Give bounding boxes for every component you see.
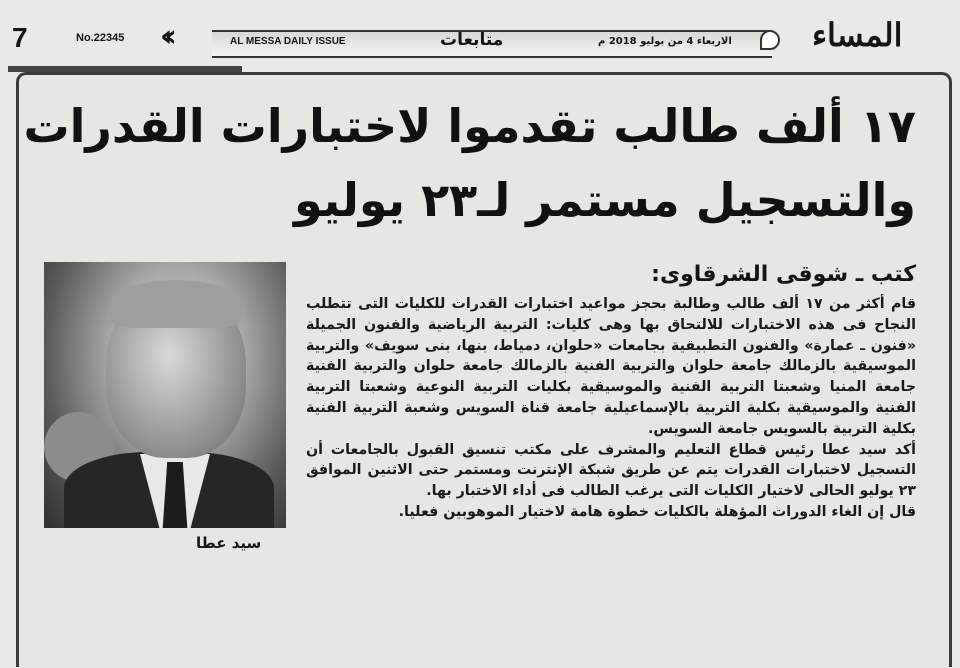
speech-bubble-icon [760, 30, 780, 50]
newspaper-logo: المساء [812, 16, 903, 54]
page-header [0, 8, 960, 64]
page-number: 7 [12, 22, 27, 53]
photo-caption: سيد عطا [196, 534, 262, 552]
headline-line-2: والتسجيل مستمر لـ٢٣ يوليو [294, 173, 916, 227]
paragraph: أكد سيد عطا رئيس قطاع التعليم والمشرف على مكتب تنسيق القبول بالجامعات أن التسجيل لاختبارات القدرات يتم عن طريق شبكة الإنترنت ومستمر حتى الاثنين الموافق ٢٣ يوليو الحالى لاختيار الكليات التى يرغب الطالب فى أداء الاختبار بها. [306, 441, 916, 500]
author-photo [44, 262, 286, 528]
headline-line-1: ١٧ ألف طالب تقدموا لاختبارات القدرات [23, 99, 916, 153]
article-body [306, 294, 916, 523]
section-title: متابعات [440, 30, 504, 50]
issue-number: No.22345 [76, 32, 125, 44]
chevron-left-icon: ‹‹ [160, 19, 169, 54]
paragraph: قام أكثر من ١٧ ألف طالب وطالبة بحجز مواعيد اختبارات القدرات للكليات التى تتطلب النجاح فى هذه الاختبارات للالتحاق بها وهى كليات: التربية الرياضية والفنون الجميلة «فنون ـ عمارة» والفنون التطبيقية بجامعات «حلوان، دمياط، بنها، بنى سويف» والتربية الموسيقية بالزمالك جامعة حلوان والتربية الفنية بالزمالك جامعة حلوان والتربية الفنية جامعة المنيا وشعبتا التربية الفنية والموسيقية بكليات التربية النوعية وشعبتا التربية الفنية والموسيقية بكلية التربية بالإسماعيلية جامعة قناة السويس وشعبة التربية الفنية بكلية التربية بالسويس جامعة السويس. [306, 296, 916, 437]
issue-date: الاربعاء 4 من يوليو 2018 م [598, 36, 732, 47]
byline: كتب ـ شوقى الشرقاوى: [651, 262, 916, 287]
paragraph: قال إن الغاء الدورات المؤهلة بالكليات خطوة هامة لاختيار الموهوبين فعليا. [398, 503, 916, 520]
daily-issue-label: AL MESSA DAILY ISSUE [230, 36, 346, 47]
photo-hair [110, 280, 242, 328]
